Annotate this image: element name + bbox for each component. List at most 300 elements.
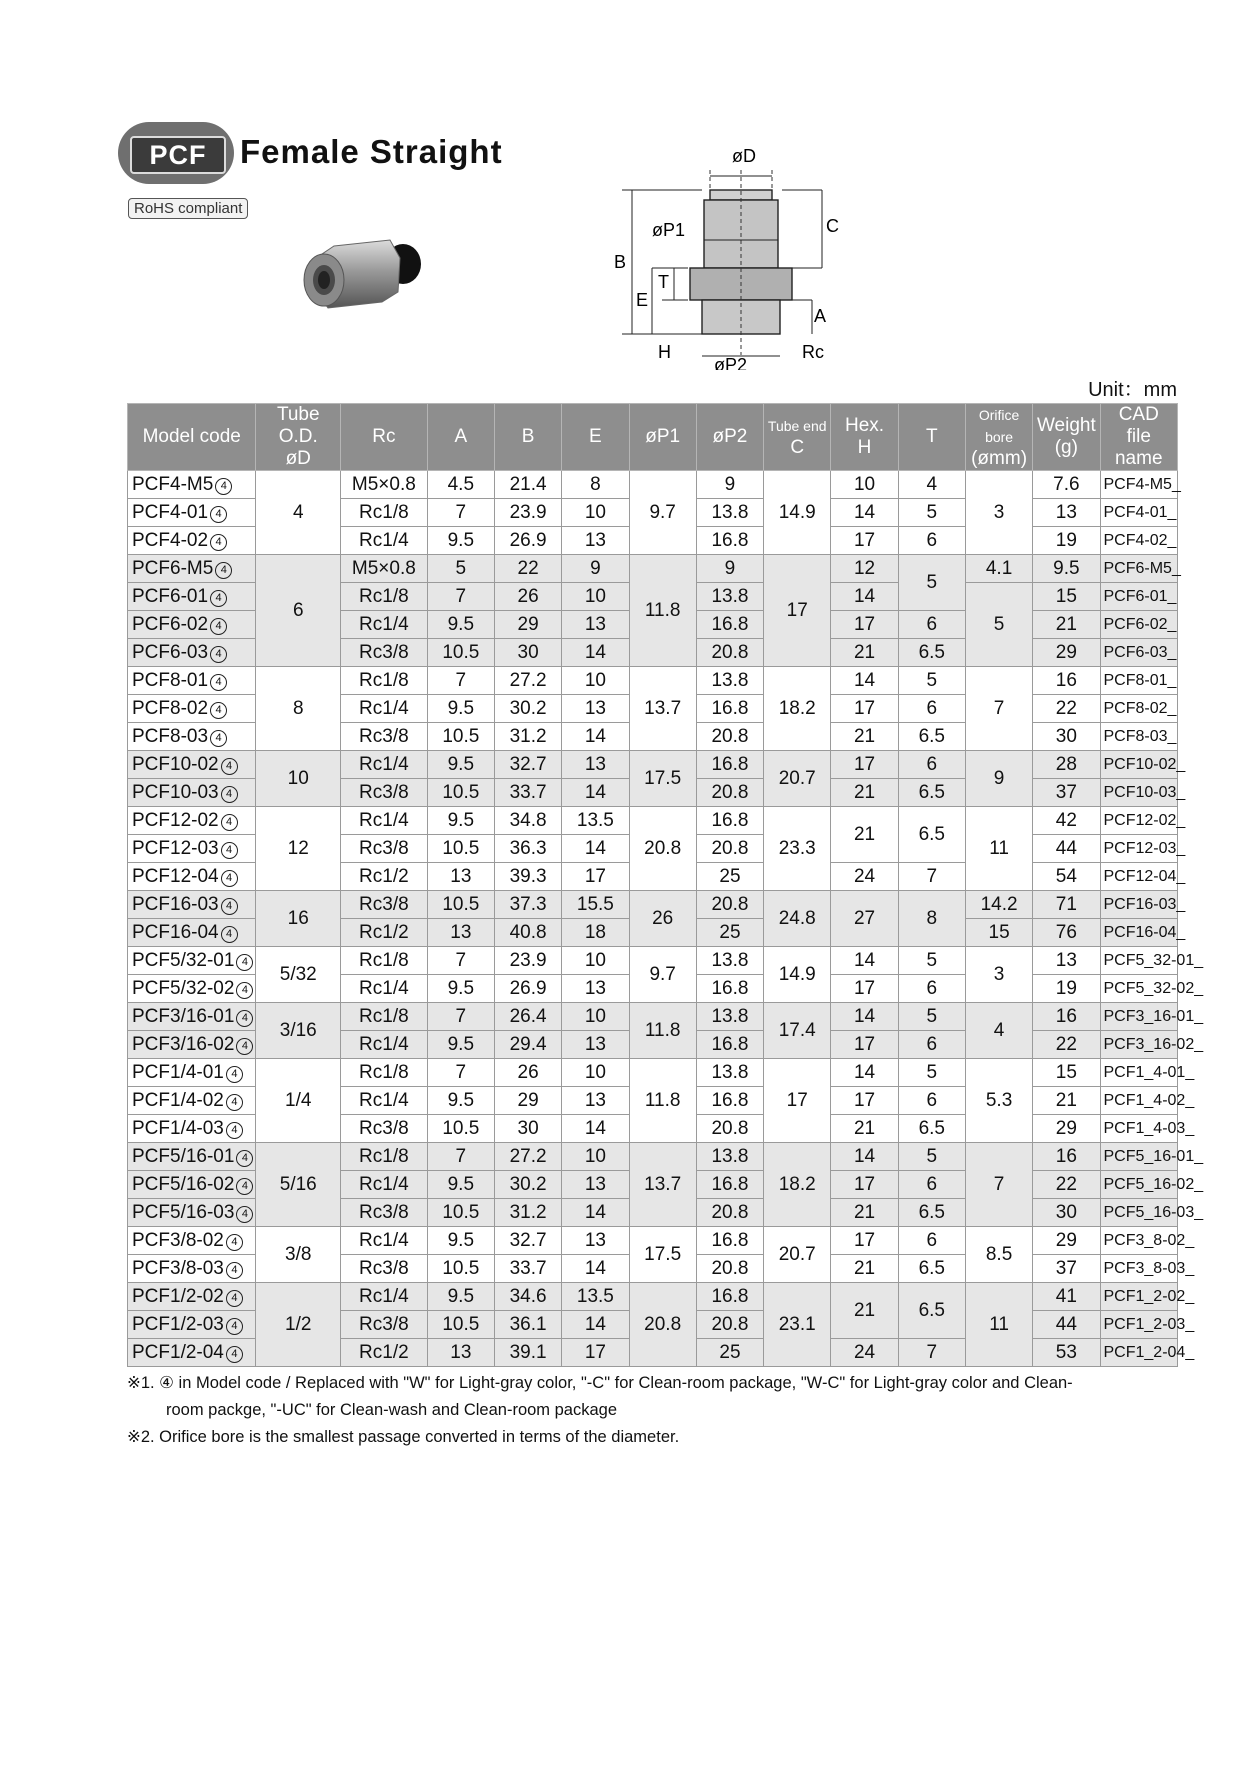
brand-logo: [118, 122, 234, 184]
cell-rc: Rc3/8: [341, 639, 428, 667]
cell-rc: Rc3/8: [341, 723, 428, 751]
circled-4-mark: 4: [215, 478, 232, 495]
cell-p1: 17.5: [629, 1227, 696, 1283]
cell-a: 9.5: [427, 1087, 494, 1115]
cell-p1: 13.7: [629, 667, 696, 751]
cell-rc: Rc1/4: [341, 1227, 428, 1255]
cell-hex: 17: [831, 527, 898, 555]
cell-rc: Rc1/8: [341, 583, 428, 611]
model-code: PCF5/16-03: [132, 1201, 235, 1223]
cell-weight: 13: [1033, 947, 1100, 975]
cell-model: [128, 1003, 256, 1031]
cell-cad: PCF6-M5_: [1100, 555, 1178, 583]
footnote-1-cont: room packge, "-UC" for Clean-wash and Clean-room package: [166, 1401, 618, 1419]
cell-p2: 20.8: [696, 1199, 763, 1227]
cell-b: 40.8: [494, 919, 561, 947]
cell-p2: 20.8: [696, 1115, 763, 1143]
cell-cad: PCF10-02_: [1100, 751, 1178, 779]
cell-a: 10.5: [427, 1199, 494, 1227]
cell-b: 33.7: [494, 1255, 561, 1283]
table-row: [128, 891, 1178, 919]
cell-a: 9.5: [427, 527, 494, 555]
cell-cad: PCF12-03_: [1100, 835, 1178, 863]
cell-rc: Rc1/2: [341, 1339, 428, 1367]
cell-p2: 16.8: [696, 527, 763, 555]
page-title: Female Straight: [240, 133, 503, 170]
model-code: PCF8-01: [132, 669, 209, 691]
cell-e: 13: [562, 1031, 629, 1059]
cell-hex: 21: [831, 639, 898, 667]
cell-b: 39.3: [494, 863, 561, 891]
cell-b: 33.7: [494, 779, 561, 807]
cell-b: 30: [494, 639, 561, 667]
cell-p2: 20.8: [696, 1255, 763, 1283]
table-row: [128, 1227, 1178, 1255]
cell-p2: 25: [696, 1339, 763, 1367]
cell-p2: 16.8: [696, 1171, 763, 1199]
model-code: PCF16-03: [132, 893, 219, 915]
cell-rc: Rc1/4: [341, 1283, 428, 1311]
cell-p1: 11.8: [629, 555, 696, 667]
cell-t: 6: [898, 695, 965, 723]
cell-rc: Rc3/8: [341, 1199, 428, 1227]
cell-b: 26.4: [494, 1003, 561, 1031]
cell-a: 10.5: [427, 1311, 494, 1339]
cell-hex: 17: [831, 611, 898, 639]
cell-a: 5: [427, 555, 494, 583]
cell-tube-end: 20.7: [764, 751, 831, 807]
cell-p2: 16.8: [696, 695, 763, 723]
cell-rc: Rc1/4: [341, 807, 428, 835]
unit-label: Unit：mm: [1088, 379, 1177, 401]
col-e: E: [562, 404, 629, 471]
circled-4-mark: 4: [221, 814, 238, 831]
cell-e: 10: [562, 1003, 629, 1031]
cell-t: 6.5: [898, 639, 965, 667]
cell-p1: 20.8: [629, 807, 696, 891]
cell-e: 13: [562, 975, 629, 1003]
cell-e: 9: [562, 555, 629, 583]
model-code: PCF1/4-02: [132, 1089, 224, 1111]
cell-e: 14: [562, 1311, 629, 1339]
circled-4-mark: 4: [236, 1010, 253, 1027]
cell-e: 14: [562, 1115, 629, 1143]
cell-t: 8: [898, 891, 965, 947]
circled-4-mark: 4: [226, 1346, 243, 1363]
cell-e: 10: [562, 947, 629, 975]
cell-e: 13.5: [562, 807, 629, 835]
cell-e: 10: [562, 499, 629, 527]
col-a: A: [427, 404, 494, 471]
cell-cad: PCF8-01_: [1100, 667, 1178, 695]
cell-hex: 17: [831, 695, 898, 723]
cell-cad: PCF6-01_: [1100, 583, 1178, 611]
circled-4-mark: 4: [226, 1066, 243, 1083]
model-code: PCF3/16-01: [132, 1005, 235, 1027]
circled-4-mark: 4: [226, 1094, 243, 1111]
cell-p2: 16.8: [696, 611, 763, 639]
circled-4-mark: 4: [236, 1206, 253, 1223]
cell-a: 13: [427, 1339, 494, 1367]
circled-4-mark: 4: [210, 618, 227, 635]
circled-4-mark: 4: [226, 1318, 243, 1335]
cell-weight: 15: [1033, 583, 1100, 611]
cell-model: [128, 1143, 256, 1171]
cell-b: 27.2: [494, 667, 561, 695]
cell-p2: 16.8: [696, 1283, 763, 1311]
cell-cad: PCF1_4-02_: [1100, 1087, 1178, 1115]
col-model: Model code: [128, 404, 256, 471]
cell-hex: 24: [831, 1339, 898, 1367]
cell-e: 14: [562, 835, 629, 863]
cell-t: 5: [898, 1143, 965, 1171]
cell-tube-od: 10: [256, 751, 341, 807]
circled-4-mark: 4: [210, 506, 227, 523]
cell-p2: 9: [696, 471, 763, 499]
cell-model: [128, 1227, 256, 1255]
cell-hex: 14: [831, 1143, 898, 1171]
cell-cad: PCF1_2-02_: [1100, 1283, 1178, 1311]
table-row: [128, 1003, 1178, 1031]
cell-model: [128, 1059, 256, 1087]
cell-t: 6: [898, 1171, 965, 1199]
cell-a: 7: [427, 1059, 494, 1087]
cell-tube-od: 1/2: [256, 1283, 341, 1367]
table-row: [128, 1143, 1178, 1171]
cell-model: [128, 919, 256, 947]
cell-a: 9.5: [427, 1283, 494, 1311]
cell-model: [128, 723, 256, 751]
model-code: PCF5/16-01: [132, 1145, 235, 1167]
cell-p2: 9: [696, 555, 763, 583]
cell-hex: 17: [831, 1227, 898, 1255]
cell-model: [128, 499, 256, 527]
cell-rc: Rc3/8: [341, 1255, 428, 1283]
circled-4-mark: 4: [215, 562, 232, 579]
cell-b: 26: [494, 1059, 561, 1087]
table-row: [128, 1283, 1178, 1311]
spec-table: [127, 403, 1204, 1367]
cell-a: 7: [427, 947, 494, 975]
table-row: [128, 947, 1178, 975]
cell-model: [128, 639, 256, 667]
cell-orifice: 14.2: [965, 891, 1032, 919]
cell-weight: 30: [1033, 1199, 1100, 1227]
cell-model: [128, 975, 256, 1003]
circled-4-mark: 4: [221, 786, 238, 803]
cell-t: 4: [898, 471, 965, 499]
cell-rc: Rc1/8: [341, 947, 428, 975]
cell-b: 26: [494, 583, 561, 611]
cell-cad: PCF3_16-02_: [1100, 1031, 1178, 1059]
cell-model: [128, 695, 256, 723]
cell-a: 7: [427, 499, 494, 527]
cell-p2: 13.8: [696, 499, 763, 527]
cell-weight: 44: [1033, 835, 1100, 863]
circled-4-mark: 4: [210, 646, 227, 663]
cell-orifice: 3: [965, 947, 1032, 1003]
cell-b: 26.9: [494, 975, 561, 1003]
dimension-drawing: [592, 140, 852, 370]
cell-model: [128, 583, 256, 611]
cell-weight: 41: [1033, 1283, 1100, 1311]
cell-model: [128, 835, 256, 863]
cell-p2: 13.8: [696, 1143, 763, 1171]
cell-orifice: 4: [965, 1003, 1032, 1059]
label-c: C: [826, 216, 839, 236]
cell-cad: PCF10-03_: [1100, 779, 1178, 807]
cell-tube-end: 17: [764, 1059, 831, 1143]
model-code: PCF1/2-03: [132, 1313, 224, 1335]
cell-e: 10: [562, 1059, 629, 1087]
cell-weight: 37: [1033, 1255, 1100, 1283]
col-cad: CAD file name: [1100, 404, 1178, 471]
cell-rc: Rc1/8: [341, 1143, 428, 1171]
cell-model: [128, 947, 256, 975]
cell-a: 7: [427, 583, 494, 611]
cell-rc: Rc3/8: [341, 891, 428, 919]
cell-tube-od: 4: [256, 471, 341, 555]
label-rc: Rc: [802, 342, 824, 362]
cell-b: 37.3: [494, 891, 561, 919]
cell-t: 5: [898, 1003, 965, 1031]
cell-e: 13: [562, 1087, 629, 1115]
model-code: PCF10-02: [132, 753, 219, 775]
cell-cad: PCF3_8-02_: [1100, 1227, 1178, 1255]
table-row: [128, 471, 1178, 499]
cell-orifice: 15: [965, 919, 1032, 947]
cell-weight: 16: [1033, 1143, 1100, 1171]
cell-p1: 13.7: [629, 1143, 696, 1227]
model-code: PCF3/16-02: [132, 1033, 235, 1055]
cell-t: 6: [898, 1227, 965, 1255]
cell-e: 13: [562, 695, 629, 723]
cell-p2: 20.8: [696, 723, 763, 751]
cell-a: 9.5: [427, 611, 494, 639]
cell-model: [128, 751, 256, 779]
cell-weight: 37: [1033, 779, 1100, 807]
cell-model: [128, 611, 256, 639]
cell-tube-end: 14.9: [764, 947, 831, 1003]
cell-hex: 14: [831, 947, 898, 975]
cell-weight: 22: [1033, 1031, 1100, 1059]
col-tube-end: Tube end C: [764, 404, 831, 471]
cell-weight: 76: [1033, 919, 1100, 947]
label-h: H: [658, 342, 671, 362]
cell-hex: 27: [831, 891, 898, 947]
cell-cad: PCF12-02_: [1100, 807, 1178, 835]
cell-rc: M5×0.8: [341, 471, 428, 499]
label-od: øD: [732, 146, 756, 166]
cell-a: 9.5: [427, 1227, 494, 1255]
cell-weight: 30: [1033, 723, 1100, 751]
cell-rc: Rc1/4: [341, 975, 428, 1003]
cell-tube-od: 3/8: [256, 1227, 341, 1283]
cell-cad: PCF5_16-03_: [1100, 1199, 1178, 1227]
cell-t: 7: [898, 863, 965, 891]
cell-a: 9.5: [427, 1031, 494, 1059]
cell-orifice: 5.3: [965, 1059, 1032, 1143]
cell-e: 14: [562, 639, 629, 667]
label-b: B: [614, 252, 627, 272]
table-row: [128, 1059, 1178, 1087]
cell-hex: 17: [831, 975, 898, 1003]
cell-weight: 15: [1033, 1059, 1100, 1087]
cell-p2: 16.8: [696, 807, 763, 835]
cell-p1: 11.8: [629, 1059, 696, 1143]
cell-b: 32.7: [494, 751, 561, 779]
cell-model: [128, 527, 256, 555]
label-p2: øP2: [714, 355, 748, 370]
cell-model: [128, 1199, 256, 1227]
cell-cad: PCF4-M5_: [1100, 471, 1178, 499]
cell-orifice: 8.5: [965, 1227, 1032, 1283]
cell-p1: 11.8: [629, 1003, 696, 1059]
cell-rc: Rc1/4: [341, 1087, 428, 1115]
cell-weight: 71: [1033, 891, 1100, 919]
cell-cad: PCF1_4-01_: [1100, 1059, 1178, 1087]
model-code: PCF1/4-01: [132, 1061, 224, 1083]
cell-model: [128, 1283, 256, 1311]
cell-orifice: 7: [965, 667, 1032, 751]
cell-hex: 21: [831, 779, 898, 807]
cell-a: 7: [427, 1143, 494, 1171]
cell-tube-od: 5/16: [256, 1143, 341, 1227]
cell-tube-end: 18.2: [764, 1143, 831, 1227]
cell-hex: 17: [831, 1171, 898, 1199]
cell-weight: 21: [1033, 1087, 1100, 1115]
cell-tube-od: 8: [256, 667, 341, 751]
cell-e: 14: [562, 1199, 629, 1227]
cell-a: 9.5: [427, 1171, 494, 1199]
model-code: PCF12-02: [132, 809, 219, 831]
cell-e: 13: [562, 527, 629, 555]
cell-orifice: 5: [965, 583, 1032, 667]
cell-a: 13: [427, 863, 494, 891]
cell-b: 39.1: [494, 1339, 561, 1367]
cell-cad: PCF16-03_: [1100, 891, 1178, 919]
cell-t: 6: [898, 1031, 965, 1059]
cell-a: 10.5: [427, 835, 494, 863]
col-t: T: [898, 404, 965, 471]
model-code: PCF1/4-03: [132, 1117, 224, 1139]
cell-rc: Rc1/2: [341, 919, 428, 947]
cell-cad: PCF5_32-01_: [1100, 947, 1178, 975]
circled-4-mark: 4: [221, 926, 238, 943]
cell-tube-od: 12: [256, 807, 341, 891]
cell-p2: 16.8: [696, 1227, 763, 1255]
cell-hex: 21: [831, 1115, 898, 1143]
cell-e: 10: [562, 667, 629, 695]
col-p2: øP2: [696, 404, 763, 471]
cell-rc: Rc3/8: [341, 1115, 428, 1143]
cell-weight: 16: [1033, 667, 1100, 695]
cell-model: [128, 1311, 256, 1339]
cell-b: 32.7: [494, 1227, 561, 1255]
cell-a: 10.5: [427, 779, 494, 807]
cell-e: 10: [562, 1143, 629, 1171]
cell-cad: PCF16-04_: [1100, 919, 1178, 947]
cell-p2: 20.8: [696, 1311, 763, 1339]
cell-weight: 42: [1033, 807, 1100, 835]
cell-t: 6.5: [898, 779, 965, 807]
cell-t: 6.5: [898, 723, 965, 751]
footnote-2: ※2. Orifice bore is the smallest passage converted in terms of the diameter.: [127, 1428, 680, 1446]
cell-hex: 24: [831, 863, 898, 891]
cell-hex: 14: [831, 667, 898, 695]
cell-tube-od: 3/16: [256, 1003, 341, 1059]
cell-p2: 25: [696, 863, 763, 891]
cell-hex: 17: [831, 751, 898, 779]
cell-e: 13: [562, 611, 629, 639]
cell-e: 17: [562, 863, 629, 891]
col-rc: Rc: [341, 404, 428, 471]
cell-b: 26.9: [494, 527, 561, 555]
cell-b: 31.2: [494, 723, 561, 751]
cell-weight: 9.5: [1033, 555, 1100, 583]
cell-model: [128, 1115, 256, 1143]
cell-a: 10.5: [427, 1255, 494, 1283]
cell-e: 13: [562, 1171, 629, 1199]
col-orifice: Orifice bore (ømm): [965, 404, 1032, 471]
cell-weight: 13: [1033, 499, 1100, 527]
cell-p2: 20.8: [696, 891, 763, 919]
cell-hex: 21: [831, 807, 898, 863]
cell-cad: PCF1_2-03_: [1100, 1311, 1178, 1339]
cell-hex: 14: [831, 583, 898, 611]
cell-rc: Rc1/4: [341, 1031, 428, 1059]
cell-model: [128, 863, 256, 891]
cell-cad: PCF6-02_: [1100, 611, 1178, 639]
model-code: PCF4-M5: [132, 473, 214, 495]
cell-model: [128, 779, 256, 807]
cell-a: 7: [427, 667, 494, 695]
cell-p2: 25: [696, 919, 763, 947]
circled-4-mark: 4: [236, 1150, 253, 1167]
cell-cad: PCF1_2-04_: [1100, 1339, 1178, 1367]
cell-p2: 13.8: [696, 947, 763, 975]
cell-cad: PCF6-03_: [1100, 639, 1178, 667]
cell-hex: 12: [831, 555, 898, 583]
cell-p1: 20.8: [629, 1283, 696, 1367]
cell-p2: 13.8: [696, 583, 763, 611]
cell-model: [128, 1031, 256, 1059]
cell-model: [128, 1087, 256, 1115]
cell-a: 9.5: [427, 751, 494, 779]
cell-rc: Rc3/8: [341, 779, 428, 807]
cell-model: [128, 471, 256, 499]
cell-t: 6.5: [898, 1115, 965, 1143]
cell-e: 13.5: [562, 1283, 629, 1311]
cell-rc: Rc1/2: [341, 863, 428, 891]
cell-cad: PCF5_16-01_: [1100, 1143, 1178, 1171]
cell-rc: Rc1/8: [341, 1003, 428, 1031]
cell-weight: 53: [1033, 1339, 1100, 1367]
cell-p2: 20.8: [696, 639, 763, 667]
cell-a: 9.5: [427, 975, 494, 1003]
model-code: PCF4-02: [132, 529, 209, 551]
cell-cad: PCF8-02_: [1100, 695, 1178, 723]
model-code: PCF6-02: [132, 613, 209, 635]
model-code: PCF12-03: [132, 837, 219, 859]
cell-b: 36.3: [494, 835, 561, 863]
cell-hex: 14: [831, 499, 898, 527]
circled-4-mark: 4: [221, 870, 238, 887]
cell-t: 6: [898, 1087, 965, 1115]
cell-tube-end: 14.9: [764, 471, 831, 555]
cell-weight: 54: [1033, 863, 1100, 891]
cell-b: 36.1: [494, 1311, 561, 1339]
